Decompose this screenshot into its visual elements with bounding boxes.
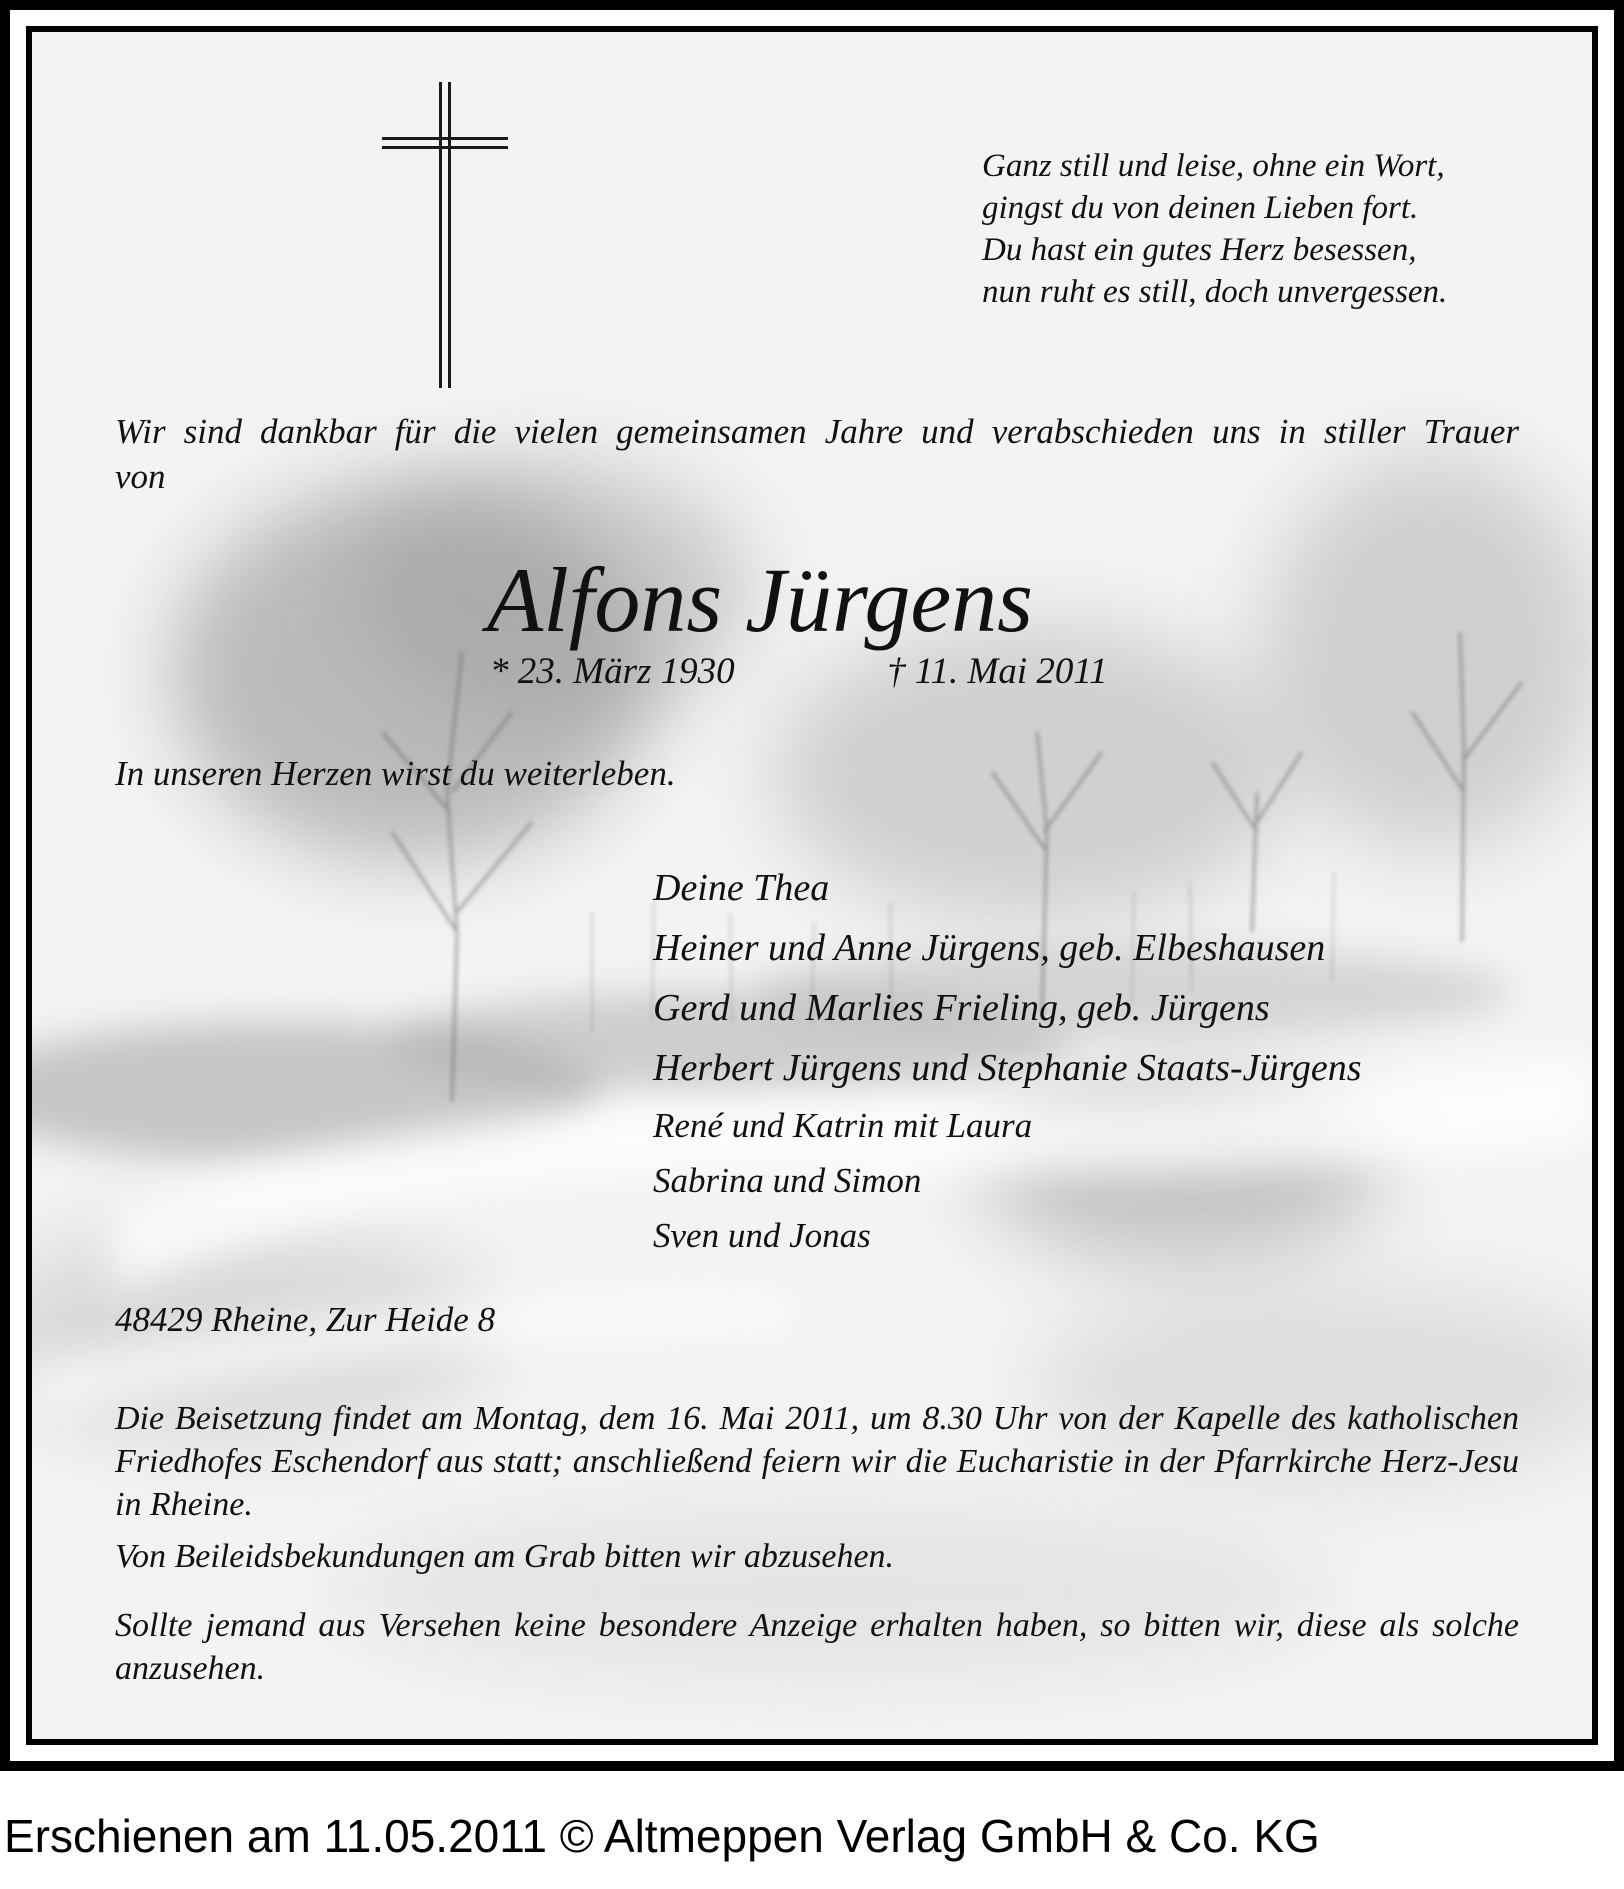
- obituary-card: [26, 26, 1598, 1745]
- birth-date: * 23. März 1930: [490, 651, 735, 692]
- poem-line: Ganz still und leise, ohne ein Wort,: [982, 148, 1445, 184]
- mourner-name: Herbert Jürgens und Stephanie Staats-Jürgens: [653, 1047, 1362, 1089]
- cross-icon: [382, 82, 508, 388]
- mourner-name: Sven und Jonas: [653, 1216, 871, 1255]
- publication-footer: Erschienen am 11.05.2011 © Altmeppen Verlag GmbH & Co. KG: [4, 1810, 1320, 1862]
- mourner-name: Sabrina und Simon: [653, 1161, 922, 1200]
- mourner-name: Deine Thea: [653, 867, 830, 909]
- deceased-name: Alfons Jürgens: [487, 549, 1033, 651]
- mourner-name: René und Katrin mit Laura: [653, 1106, 1033, 1145]
- poem-line: Du hast ein gutes Herz besessen,: [982, 232, 1417, 268]
- motto: In unseren Herzen wirst du weiterleben.: [115, 754, 676, 793]
- family-address: 48429 Rheine, Zur Heide 8: [115, 1300, 496, 1339]
- death-date: † 11. Mai 2011: [887, 651, 1108, 692]
- mourner-name: Gerd und Marlies Frieling, geb. Jürgens: [653, 987, 1270, 1029]
- poem: [982, 145, 1582, 313]
- burial-paragraph: Die Beisetzung findet am Montag, dem 16. Mai 2011, um 8.30 Uhr von der Kapelle des katholischen Friedhofes Eschendorf aus statt; anschließend feiern wir die Eucharistie in der Pfarrkirche Herz-Jesu in Rheine.: [115, 1400, 1519, 1523]
- notice-paragraph: Sollte jemand aus Versehen keine besondere Anzeige erhalten haben, so bitten wir, diese als solche anzusehen.: [115, 1607, 1519, 1687]
- poem-line: gingst du von deinen Lieben fort.: [982, 190, 1419, 226]
- mourners-list: [653, 858, 1362, 1263]
- intro-text: Wir sind dankbar für die vielen gemeinsamen Jahre und verabschieden uns in stiller Trauer von: [115, 412, 1519, 496]
- mourner-name: Heiner und Anne Jürgens, geb. Elbeshausen: [653, 927, 1326, 969]
- poem-line: nun ruht es still, doch unvergessen.: [982, 274, 1448, 310]
- condolence-paragraph: Von Beileidsbekundungen am Grab bitten wir abzusehen.: [115, 1538, 895, 1575]
